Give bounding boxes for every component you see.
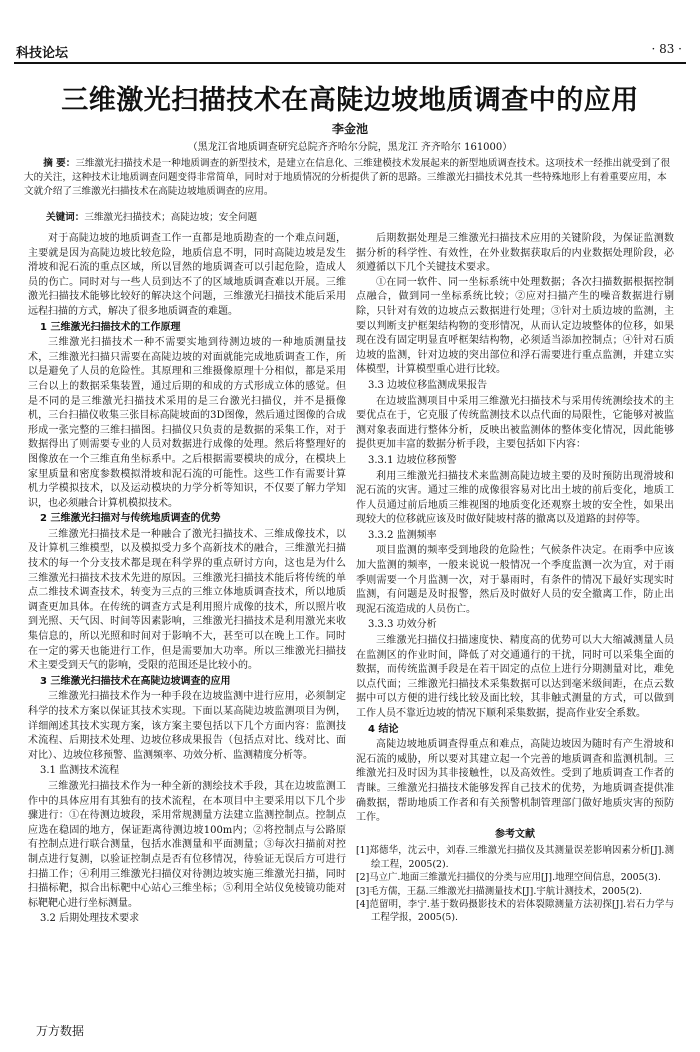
article-title: 三维激光扫描技术在高陡边坡地质调查中的应用 — [61, 85, 639, 116]
section-heading: 3.3 边坡位移监测成果报告 — [368, 379, 488, 391]
paragraph: 三维激光扫描仪扫描速度快、精度高的优势可以大大缩减测量人员在监测区的作业时间，降低了对交通通行的干扰，同时可以采集全面的数据，而传统监测手段是在若干固定的点位上进行分期测量对比，难免以点代面；三维激光扫描技术采集数据可以达到毫米级间距，在点云数据中可以方便的进行线比较及面比较，其非触式测量的方式，可以做到工作人员不靠近边坡的情况下顺利采集数据，提高作业安全系数。 — [356, 635, 674, 719]
page-number: · 83 · — [651, 42, 682, 56]
section-heading: 3.3.3 功效分析 — [368, 619, 437, 631]
section-heading: 1 三维激光扫描技术的工作原理 — [40, 321, 181, 333]
paragraph: 后期数据处理是三维激光扫描技术应用的关键阶段，为保证监测数据分析的科学性、有效性，在外业数据获取后的内业数据处理阶段，必须遵循以下几个关键技术要求。 — [356, 233, 674, 274]
paragraph: 高陡边坡地质调查得重点和难点，高陡边坡因为随时有产生滑坡和泥石流的威胁，所以要对其建立起一个完善的地质调查和监测机制。三维激光扫及时因为其非接触性，以及高效性。受到了地质调查工作者的青睐。三维激光扫描技术能够发挥自己技术的优势，为地质调查提供准确数据，帮助地质工作者和有关预警机制管理部门做好地质灾害的预防工作。 — [356, 739, 674, 824]
left-column — [28, 232, 346, 928]
keywords-label: 关键词： — [46, 212, 85, 223]
paragraph: 对于高陡边坡的地质调查工作一直都是地质勘查的一个难点问题，主要就是因为高陡边坡比较危险，地质信息不明，同时高陡边坡是发生滑坡和泥石流的重点区域，所以冒然的地质调查可以引起危险，造成人员的伤亡。同时对与一些人员到达不了的区域地质调查难以开展。三维激光扫描技术能够比较好的解决这个问题，三维激光扫描技术能后采用远程扫描的方式，解决了很多地质调查的难题。 — [28, 233, 346, 317]
abstract — [24, 157, 676, 200]
section-heading: 3.2 后期处理技术要求 — [40, 913, 140, 925]
author-name: 李金池 — [331, 122, 368, 136]
running-header — [14, 42, 686, 64]
keywords — [46, 209, 676, 223]
paragraph: 在边坡监测项目中采用三维激光扫描技术与采用传统测绘技术的主要优点在于，它克服了传统监测技术以点代面的局限性，它能够对被监测对象表面进行整体分析，反映出被监测体的整体变化情况，因此能够提供更加丰富的数据分析手段，主要包括如下内容： — [356, 395, 674, 451]
paragraph: 利用三维激光扫描技术来监测高陡边坡主要的及时预防出现滑坡和泥石流的灾害。通过三维的成像很容易对比出土坡的前后变化，地质工作人员通过前后地质三维视图的地质变化还观察土坡的安全性，如果出现较大的位移就应该及时做好陡坡村落的撤离以及道路的封停等。 — [356, 470, 674, 526]
reference-item: [1]郑德华，沈云中，刘春.三维激光扫描仪及其测量误差影响因素分析[J].测绘工程，2005(2). — [356, 845, 674, 870]
reference-item: [2]马立广.地面三维激光扫描仪的分类与应用[J].地理空间信息，2005(3). — [356, 872, 661, 884]
section-heading: 3.3.1 边坡位移预警 — [368, 454, 457, 466]
paragraph: ①在同一软件、同一坐标系统中处理数据；各次扫描数据根据控制点融合，做到同一坐标系统比较；②应对扫描产生的噪音数据进行剔除，只针对有效的边坡点云数据进行处理；③针对土质边坡的监测，主要以判断支护框架结构物的变形情况，从而认定边坡整体的位移，如果现在没有固定明显直呼框架结构物，必须适当添加控制点；④针对石质边坡的监测，针对边坡的突出部位和浮石需要进行重点监测，并建立实体模型，计算模型重心进行比较。 — [356, 276, 674, 376]
right-column — [356, 232, 674, 925]
author-affiliation: （黑龙江省地质调查研究总院齐齐哈尔分院，黑龙江 齐齐哈尔 161000） — [187, 142, 513, 153]
paragraph: 三维激光扫描技术作为一种手段在边坡监测中进行应用，必须制定科学的技术方案以保证其技术实现。下面以某高陡边坡监测项目为例，详细阐述其技术实现方案，该方案主要包括以下几个方面内容：监测技术流程、后期技术处理、边坡位移成果报告（包括点对比、线对比、面对比）、边坡位移预警、监测频率、功效分析、监测精度分析等。 — [28, 691, 346, 761]
section-heading: 4 结论 — [368, 723, 399, 735]
paragraph: 三维激光扫描技术一种不需要实地到待测边坡的一种地质测量技术，三维激光扫描只需要在高陡边坡的对面就能完成地质调查工作，所以是避免了人员的危险性。其原理和三维摄像原理十分相似，都是采用三台以上的数据采集装置，通过后期的和成的方式形成立体的感觉。但是不同的是三维激光扫描技术采用的是三台激光扫描仪，并不是摄像机，三台扫描仪收集三张目标高陡坡面的3D图像，然后通过图像的合成形成一张完整的三维扫描图。扫描仪只负责的是数据的采集工作，对于数据得出了则需要专业的人员对数据进行成像的处理。然后将整理好的图像放在一个三维直角坐标系中。之后根据需要模块的成分，在模块上家里质量和密度参数模拟滑坡和泥石流的可能性。这些工作有需要计算机力学模拟技术，以及运动模块的力学分析等知识，不仅要了解力学知识，也必须融合计算机模拟技术。 — [28, 337, 346, 509]
reference-item: [4]范留明，李宁.基于数码摄影技术的岩体裂隙测量方法初探[J].岩石力学与工程学报，2005(5). — [356, 898, 674, 924]
section-heading: 2 三维激光扫描对与传统地质调查的优势 — [40, 513, 221, 525]
keywords-text: 三维激光扫描技术；高陡边坡；安全问题 — [84, 212, 258, 223]
paragraph: 三维激光扫描技术是一种融合了激光扫描技术、三维成像技术，以及计算机三维模型，以及模拟受力多个高新技术的融合，三维激光扫描技术的每一个分支技术都是现在科学界的重点研讨方向，这也是为什么三维激光扫描技术技术先进的原因。三维激光扫描技术能后将传统的单点二维技术调查技术，转变为三点的三维立体地质调查技术，所以地质调查更加具体。在传统的调查方式是利用照片成像的技术，所以照片收到光照、天气因、时间等因素影响，三维激光扫描技术是利用激光来收集信息的，所以光照和时间对于影响不大，甚至可以在晚上工作。同时在一定的雾天也能进行工作，但是需要加大功率。所以三维激光扫描技术主要受到天气的影响，受限的范围还是比较小的。 — [28, 528, 346, 672]
section-heading: 3.1 监测技术流程 — [40, 765, 120, 777]
paragraph: 三维激光扫描技术作为一种全新的测绘技术手段，其在边坡监测工作中的具体应用有其独有的技术流程，在本项目中主要采用以下几个步骤进行：①在待测边坡段，采用常规测量方法建立监测控制点。控制点应选在稳固的地方，保证距离待测边坡100m内；②将控制点与公路原有控制点进行联合测量，包括水准测量和平面测量；③每次扫描前对控制点进行复测，以验证控制点是否有位移情况，待验证无误后方可进行扫描工作；④利用三维激光扫描仪对待测边坡实施三维激光扫描，同时扫描标靶，拟合出标靶中心站心三维坐标；⑤利用全站仪免棱镜功能对标靶靶心进行坐标测量。 — [28, 780, 346, 909]
references-heading: 参考文献 — [495, 828, 535, 840]
paragraph: 项目监测的频率受到地段的危险性；气候条件决定。在雨季中应该加大监测的频率，一般来说说一般情况一个季度监测一次为宜，对于雨季则需要一个月监测一次，对于暴雨时，有条件的情况下最好实现实时监测，有问题是及时报警，然后及时做好人员的安全撤离工作，防止出现泥石流造成的人员伤亡。 — [356, 545, 674, 615]
abstract-label: 摘 要： — [43, 158, 76, 169]
section-heading: 3 三维激光扫描技术在高陡边坡调查的应用 — [40, 675, 231, 687]
abstract-text: 三维激光扫描技术是一种地质调查的新型技术，是建立在信息化、三维建模技术发展起来的新型地质调查技术。这项技术一经推出就受到了很大的关注，这种技术让地质调查问题变得非常简单，同时对于地质情况的分析提供了新的思路。三维激光扫描技术兑其一些特殊地形上有着重要应用，本文就介绍了三维激光扫描技术在高陡边坡地质调查的应用。 — [24, 158, 671, 198]
column-name: 科技论坛 — [16, 46, 69, 61]
watermark: 万方数据 — [36, 1024, 85, 1038]
section-heading: 3.3.2 监测频率 — [368, 529, 437, 541]
reference-item: [3]毛方儒，王磊.三维激光扫描测量技术[J].宇航计测技术，2005(2). — [356, 885, 643, 897]
